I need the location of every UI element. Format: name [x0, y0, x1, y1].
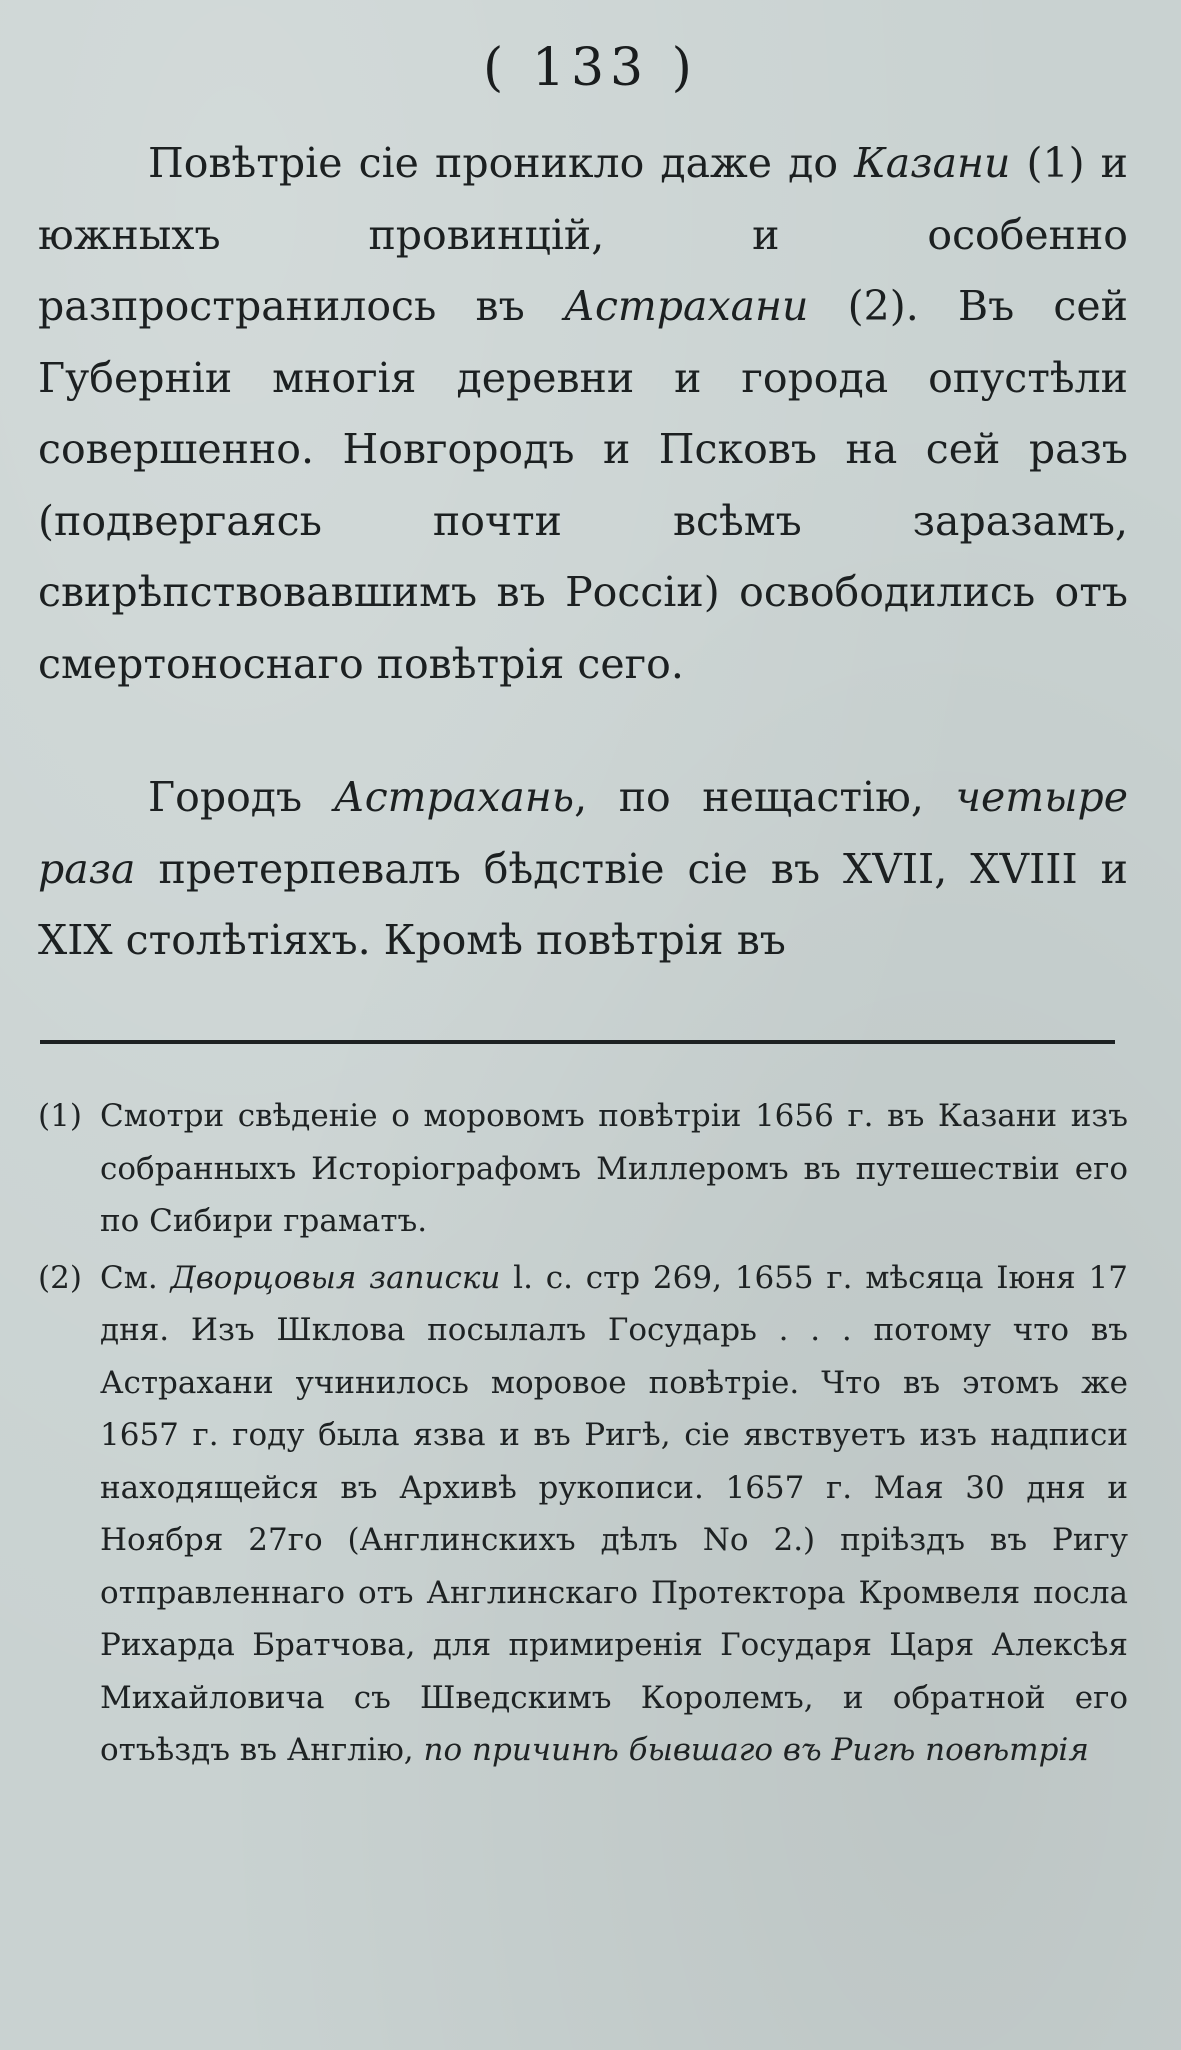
footnote-2-text-1: См.: [100, 1259, 171, 1296]
italic-palace-records: Дворцовыя записки: [170, 1259, 501, 1296]
italic-riga-plague: по причинѣ бывшаго въ Ригѣ повѣтрія: [423, 1732, 1089, 1768]
italic-kazan: Казани: [854, 139, 1011, 187]
footnote-1-marker: (1): [38, 1098, 82, 1134]
footnotes: [38, 1090, 1128, 1777]
footnote-2-marker: (2): [38, 1259, 82, 1296]
footnote-1: [38, 1090, 1128, 1248]
italic-astrakhan-city: Астрахань: [333, 773, 575, 821]
paragraph-2-text-2: , по нещастію,: [574, 773, 956, 821]
paragraph-1-text-3: (2). Въ сей Губерніи многія деревни и города опустѣли совершенно. Новгородъ и Псковъ на сей разъ (подвергаясь почти всѣмъ заразамъ, свирѣпствовавшимъ въ Россіи) освободились отъ смертоноснаго повѣтрія сего.: [38, 282, 1128, 688]
footnote-2-text-2: l. c. стр 269, 1655 г. мѣсяца Іюня 17 дня. Изъ Шклова посылалъ Государь . . . потому что въ Астрахани учинилось моровое повѣтріе. Что въ этомъ же 1657 г. году была язва и въ Ригѣ, сіе явствуетъ изъ надписи находящейся въ Архивѣ рукописи. 1657 г. Мая 30 дня и Ноября 27го (Англинскихъ дѣлъ No 2.) пріѣздъ въ Ригу отправленнаго отъ Англинскаго Протектора Кромвеля посла Рихарда Братчова, для примиренія Государя Царя Алексѣя Михайловича съ Шведскимъ Королемъ, и обратной его отъѣздъ въ Англію,: [100, 1259, 1128, 1768]
footnote-divider: [40, 1040, 1115, 1044]
footnote-1-text: Смотри свѣденіе о моровомъ повѣтріи 1656 г. въ Казани изъ собранныхъ Исторіографомъ Миллеромъ въ путешествіи его по Сибири граматъ.: [100, 1098, 1128, 1239]
paragraph-2-text-3: претерпевалъ бѣдствіе сіе въ XVII, XVIII и XIX столѣтіяхъ. Кромѣ повѣтрія въ: [38, 844, 1128, 964]
paragraph-1-text-1: Повѣтріе сіе проникло даже до: [148, 139, 855, 187]
page-number: ( 133 ): [483, 38, 698, 98]
italic-four-times: четыре раза: [38, 773, 1129, 893]
footnote-2: [38, 1252, 1128, 1777]
paragraph-2: [38, 762, 1128, 977]
paragraph-2-text-1: Городъ: [148, 773, 334, 821]
paragraph-1: [38, 128, 1128, 700]
italic-astrakhan: Астрахани: [563, 282, 809, 330]
main-text: [38, 128, 1128, 977]
paragraph-1-text-2: (1) и южныхъ провинцій, и особенно разпространилось въ: [38, 139, 1128, 330]
